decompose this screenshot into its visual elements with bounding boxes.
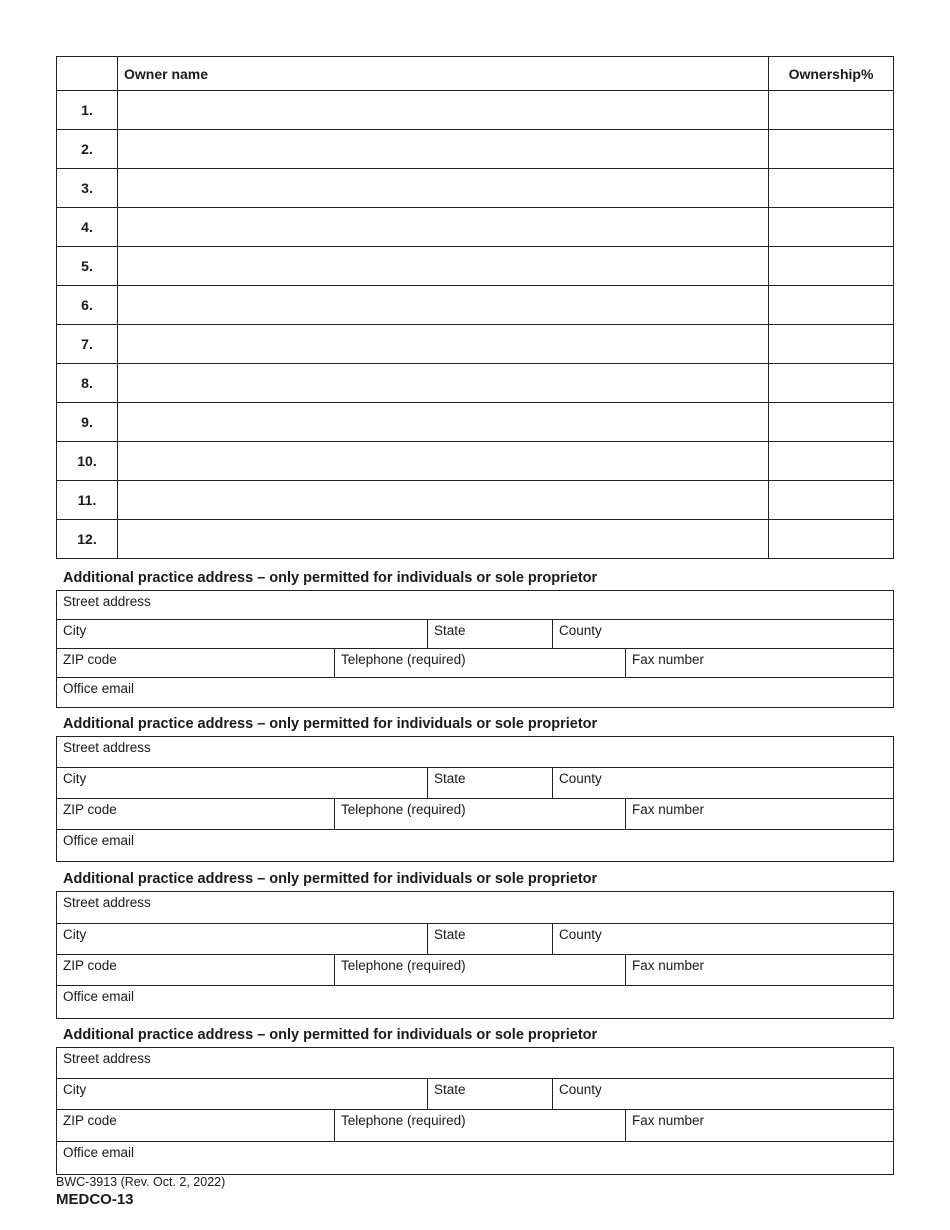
state-field[interactable]: State: [427, 1079, 552, 1109]
city-field[interactable]: City: [63, 771, 87, 786]
ownership-percent-header: Ownership%: [769, 57, 894, 91]
form-code: MEDCO-13: [56, 1191, 134, 1208]
county-field[interactable]: County: [552, 924, 893, 954]
owner-name-field[interactable]: [118, 286, 769, 325]
owner-row: [57, 403, 894, 442]
owner-row-number: 3.: [57, 169, 118, 208]
owner-row-number: 1.: [57, 91, 118, 130]
telephone-field[interactable]: Telephone (required): [334, 955, 625, 985]
ownership-percent-field[interactable]: [769, 520, 894, 559]
owner-table: [56, 56, 894, 559]
zip-code-field[interactable]: ZIP code: [63, 652, 117, 667]
address-row: [57, 955, 893, 986]
address-row: [57, 830, 893, 861]
street-address-field[interactable]: Street address: [63, 895, 151, 910]
office-email-field[interactable]: Office email: [63, 681, 135, 696]
owner-name-field[interactable]: [118, 520, 769, 559]
address-row: [57, 591, 893, 620]
street-address-field[interactable]: Street address: [63, 1051, 151, 1066]
owner-name-header: Owner name: [118, 57, 769, 91]
owner-row-number: 5.: [57, 247, 118, 286]
ownership-percent-field[interactable]: [769, 364, 894, 403]
address-row: [57, 620, 893, 649]
owner-row: [57, 520, 894, 559]
owner-row: [57, 481, 894, 520]
owner-name-field[interactable]: [118, 91, 769, 130]
address-row: [57, 1079, 893, 1110]
owner-row: [57, 208, 894, 247]
state-field[interactable]: State: [427, 924, 552, 954]
owner-row: [57, 364, 894, 403]
owner-row: [57, 130, 894, 169]
fax-number-field[interactable]: Fax number: [625, 1110, 893, 1141]
county-field[interactable]: County: [552, 768, 893, 798]
telephone-field[interactable]: Telephone (required): [334, 799, 625, 829]
ownership-percent-field[interactable]: [769, 91, 894, 130]
fax-number-field[interactable]: Fax number: [625, 955, 893, 985]
owner-row: [57, 286, 894, 325]
owner-name-field[interactable]: [118, 130, 769, 169]
address-row: [57, 1048, 893, 1079]
address-section-heading: Additional practice address – only permitted for individuals or sole proprietor: [63, 570, 598, 586]
owner-row: [57, 169, 894, 208]
office-email-field[interactable]: Office email: [63, 989, 135, 1004]
owner-row: [57, 442, 894, 481]
zip-code-field[interactable]: ZIP code: [63, 958, 117, 973]
city-field[interactable]: City: [63, 623, 87, 638]
address-row: [57, 799, 893, 830]
ownership-percent-field[interactable]: [769, 286, 894, 325]
owner-name-field[interactable]: [118, 208, 769, 247]
office-email-field[interactable]: Office email: [63, 833, 135, 848]
owner-row: [57, 325, 894, 364]
owner-name-field[interactable]: [118, 325, 769, 364]
telephone-field[interactable]: Telephone (required): [334, 1110, 625, 1141]
address-row: [57, 986, 893, 1018]
additional-address-box: [56, 891, 894, 1019]
street-address-field[interactable]: Street address: [63, 740, 151, 755]
additional-address-box: [56, 1047, 894, 1175]
form-id: BWC-3913 (Rev. Oct. 2, 2022): [56, 1175, 226, 1189]
owner-name-field[interactable]: [118, 169, 769, 208]
address-row: [57, 1142, 893, 1174]
street-address-field[interactable]: Street address: [63, 594, 151, 609]
owner-table-header: [57, 57, 894, 91]
zip-code-field[interactable]: ZIP code: [63, 1113, 117, 1128]
fax-number-field[interactable]: Fax number: [625, 799, 893, 829]
county-field[interactable]: County: [552, 1079, 893, 1109]
ownership-percent-field[interactable]: [769, 130, 894, 169]
owner-row-number: 9.: [57, 403, 118, 442]
owner-name-field[interactable]: [118, 247, 769, 286]
owner-row-number: 7.: [57, 325, 118, 364]
owner-row-number: 4.: [57, 208, 118, 247]
address-row: [57, 649, 893, 678]
owner-name-field[interactable]: [118, 403, 769, 442]
address-row: [57, 678, 893, 707]
telephone-field[interactable]: Telephone (required): [334, 649, 625, 677]
city-field[interactable]: City: [63, 927, 87, 942]
ownership-percent-field[interactable]: [769, 403, 894, 442]
owner-row-number: 11.: [57, 481, 118, 520]
city-field[interactable]: City: [63, 1082, 87, 1097]
address-section-heading: Additional practice address – only permitted for individuals or sole proprietor: [63, 716, 598, 732]
owner-row-number: 8.: [57, 364, 118, 403]
address-row: [57, 737, 893, 768]
ownership-percent-field[interactable]: [769, 247, 894, 286]
ownership-percent-field[interactable]: [769, 325, 894, 364]
county-field[interactable]: County: [552, 620, 893, 648]
ownership-percent-field[interactable]: [769, 442, 894, 481]
office-email-field[interactable]: Office email: [63, 1145, 135, 1160]
address-row: [57, 1110, 893, 1142]
owner-name-field[interactable]: [118, 442, 769, 481]
address-section-heading: Additional practice address – only permitted for individuals or sole proprietor: [63, 871, 598, 887]
owner-row: [57, 247, 894, 286]
address-row: [57, 924, 893, 955]
state-field[interactable]: State: [427, 768, 552, 798]
owner-name-field[interactable]: [118, 364, 769, 403]
additional-address-box: [56, 736, 894, 862]
owner-number-header: [57, 57, 118, 91]
address-row: [57, 768, 893, 799]
owner-name-field[interactable]: [118, 481, 769, 520]
ownership-percent-field[interactable]: [769, 481, 894, 520]
owner-row-number: 10.: [57, 442, 118, 481]
zip-code-field[interactable]: ZIP code: [63, 802, 117, 817]
ownership-percent-field[interactable]: [769, 169, 894, 208]
owner-row-number: 6.: [57, 286, 118, 325]
ownership-percent-field[interactable]: [769, 208, 894, 247]
owner-row-number: 12.: [57, 520, 118, 559]
owner-row: [57, 91, 894, 130]
state-field[interactable]: State: [427, 620, 552, 648]
owner-row-number: 2.: [57, 130, 118, 169]
address-row: [57, 892, 893, 924]
fax-number-field[interactable]: Fax number: [625, 649, 893, 677]
address-section-heading: Additional practice address – only permitted for individuals or sole proprietor: [63, 1027, 598, 1043]
additional-address-box: [56, 590, 894, 708]
